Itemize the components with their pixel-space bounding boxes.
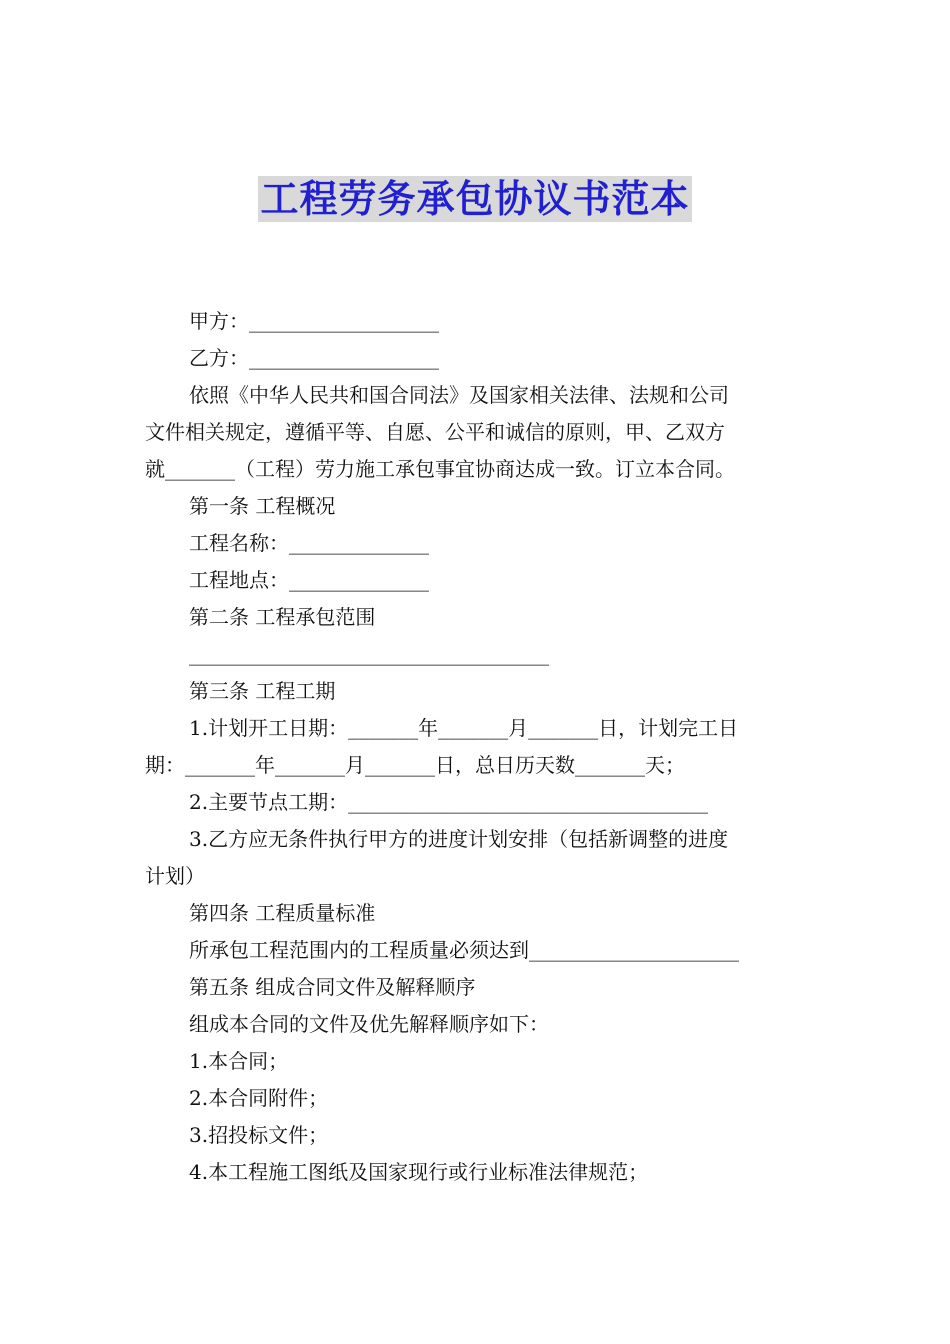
- article-4-heading: 第四条 工程质量标准: [189, 901, 376, 925]
- article-5-heading: 第五条 组成合同文件及解释顺序: [189, 975, 476, 999]
- document-order-item-2: 2.本合同附件；: [189, 1086, 329, 1110]
- title-container: [0, 176, 950, 222]
- document-order-item-4: 4.本工程施工图纸及国家现行或行业标准法律规范；: [189, 1160, 649, 1184]
- schedule-item-1-line-2: 期：_______年_______月_______日，总日历天数_______天；: [145, 753, 685, 777]
- document-title: 工程劳务承包协议书范本: [260, 177, 690, 221]
- party-b-line: 乙方：___________________: [189, 346, 439, 370]
- project-name-line: 工程名称：______________: [189, 531, 429, 555]
- article-1-heading: 第一条 工程概况: [189, 494, 336, 518]
- document-order-item-3: 3.招投标文件；: [189, 1123, 329, 1147]
- preamble-line-3: 就_______（工程）劳力施工承包事宜协商达成一致。订立本合同。: [145, 457, 735, 481]
- schedule-item-1-line-1: 1.计划开工日期：_______年_______月_______日，计划完工日: [189, 716, 739, 740]
- article-3-heading: 第三条 工程工期: [189, 679, 336, 703]
- preamble-line-1: 依照《中华人民共和国合同法》及国家相关法律、法规和公司: [189, 383, 729, 407]
- preamble-line-2: 文件相关规定，遵循平等、自愿、公平和诚信的原则，甲、乙双方: [145, 420, 725, 444]
- article-2-heading: 第二条 工程承包范围: [189, 605, 376, 629]
- project-location-line: 工程地点：______________: [189, 568, 429, 592]
- schedule-item-3-line-1: 3.乙方应无条件执行甲方的进度计划安排（包括新调整的进度: [189, 827, 729, 851]
- party-a-line: 甲方：___________________: [189, 309, 439, 333]
- schedule-item-3-line-2: 计划）: [145, 864, 205, 888]
- document-body: [145, 303, 807, 1191]
- document-order-intro: 组成本合同的文件及优先解释顺序如下：: [189, 1012, 549, 1036]
- document-order-item-1: 1.本合同；: [189, 1049, 289, 1073]
- scope-blank-line: ____________________________________: [189, 642, 549, 666]
- quality-standard-line: 所承包工程范围内的工程质量必须达到_____________________: [189, 938, 739, 962]
- schedule-item-2: 2.主要节点工期：____________________________________: [189, 790, 709, 814]
